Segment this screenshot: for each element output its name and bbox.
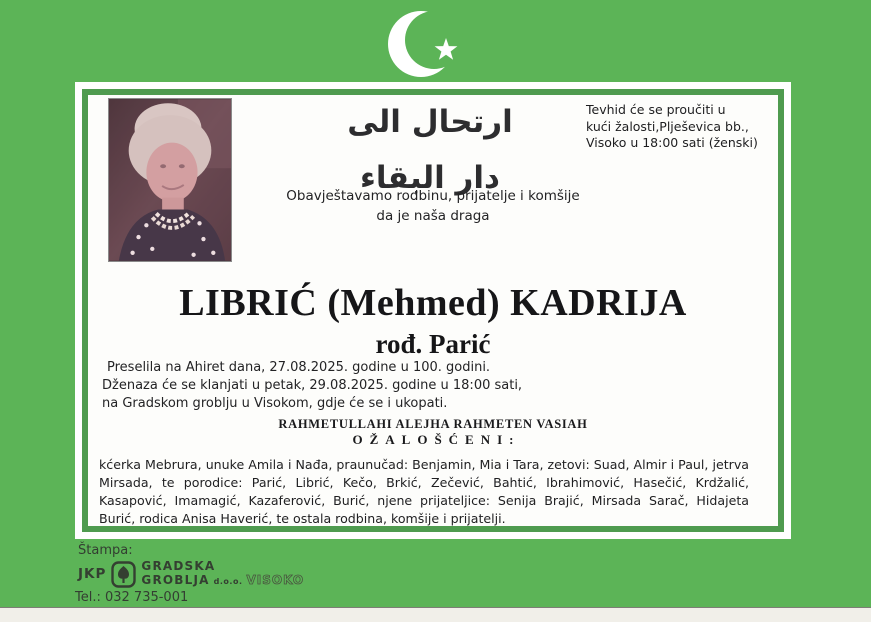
company-name: [141, 559, 304, 589]
company-suffix: d.o.o.: [213, 577, 243, 586]
details-line-1: Preselila na Ahiret dana, 27.08.2025. godine u 100. godini.: [107, 360, 491, 375]
maiden-name: rođ. Parić: [375, 329, 491, 359]
details-line-3: na Gradskom groblju u Visokom, gdje će se i ukopati.: [102, 396, 448, 411]
tevhid-line-3: Visoko u 18:00 sati (ženski): [586, 135, 758, 150]
crescent-star-icon: [385, 4, 485, 86]
mourners-list: kćerka Mebrura, unuke Amila i Nađa, praunučad: Benjamin, Mia i Tara, zetovi: Suad, Almir i Paul, jetrva Mirsada, te porodice: Parić, Librić, Kečo, Brkić, Zečević, Bahtić, Ibrahimović, Hasečić, Krdžalić, Kasapović, Imamagić, Kazaferović, Burić, njene prijateljice: Senija Brajić, Mirsada Sarač, Hidajeta Burić, rodica Anisa Haverić, te ostala rodbina, komšije i prijatelji.: [99, 457, 749, 526]
announcement: [88, 186, 778, 226]
scan-edge-strip: [0, 607, 871, 622]
funeral-details: [102, 359, 692, 413]
jkp-logo: [78, 559, 304, 589]
tevhid-line-2: kući žalosti,Plješevica bb.,: [586, 118, 749, 134]
prayer-line: RAHMETULLAHI ALEJHA RAHMETEN VASIAH: [278, 417, 588, 431]
announcement-line-2: da je naša draga: [376, 208, 490, 224]
tevhid-notice: [586, 102, 781, 152]
stampa-label: Štampa:: [78, 543, 133, 558]
tevhid-line-1: Tevhid će se proučiti u: [586, 102, 726, 117]
deceased-name: LIBRIĆ (Mehmed) KADRIJA: [179, 282, 687, 324]
deceased-photo: [108, 98, 232, 262]
jkp-logo-icon: [111, 561, 136, 588]
announcement-line-1: Obavještavamo rodbinu, prijatelje i komšije: [286, 188, 580, 204]
details-line-2: Dženaza će se klanjati u petak, 29.08.2025. godine u 18:00 sati,: [102, 378, 523, 393]
mourners-heading: OŽALOŠĆENI:: [352, 432, 521, 447]
company-name-line2: GROBLJA: [141, 573, 210, 587]
arabic-calligraphy: ارتحال الى دار البقاء: [347, 104, 513, 196]
company-abbr: JKP: [78, 566, 107, 582]
company-name-line1: GRADSKA: [141, 559, 216, 573]
company-city: VISOKO: [246, 573, 305, 587]
phone-number: Tel.: 032 735-001: [75, 590, 189, 605]
